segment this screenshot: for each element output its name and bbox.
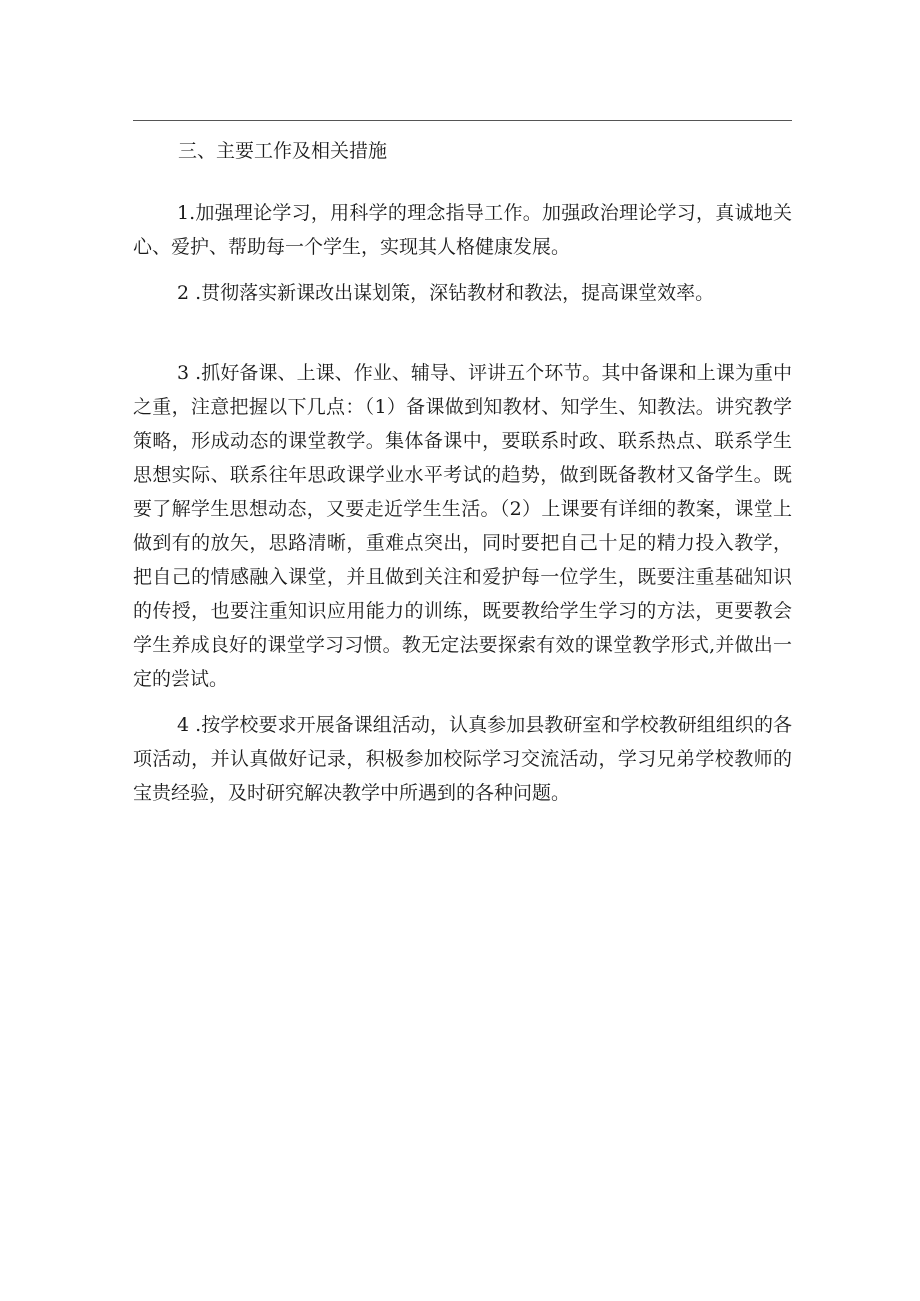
paragraph-2: 2 .贯彻落实新课改出谋划策，深钻教材和教法，提高课堂效率。: [177, 282, 715, 304]
paragraph-4: 4 .按学校要求开展备课组活动，认真参加县教研室和学校教研组组织的各项活动，并认真做好记录，积极参加校际学习交流活动，学习兄弟学校教师的宝贵经验，及时研究解决教学中所遇到的各种问题。: [133, 714, 792, 804]
header-rule: [133, 120, 792, 121]
document-body: [133, 136, 792, 810]
paragraph-3: 3 .抓好备课、上课、作业、辅导、评讲五个环节。其中备课和上课为重中之重，注意把握以下几点：（1）备课做到知教材、知学生、知教法。讲究教学策略，形成动态的课堂教学。集体备课中，要联系时政、联系热点、联系学生思想实际、联系往年思政课学业水平考试的趋势，做到既备教材又备学生。既要了解学生思想动态，又要走近学生生活。（2）上课要有详细的教案，课堂上做到有的放矢，思路清晰，重难点突出，同时要把自己十足的精力投入教学，把自己的情感融入课堂，并且做到关注和爱护每一位学生，既要注重基础知识的传授，也要注重知识应用能力的训练，既要教给学生学习的方法，更要教会学生养成良好的课堂学习习惯。教无定法要探索有效的课堂教学形式,并做出一定的尝试。: [133, 362, 792, 690]
paragraph-1: 1.加强理论学习，用科学的理念指导工作。加强政治理论学习，真诚地关心、爱护、帮助每一个学生，实现其人格健康发展。: [133, 202, 792, 258]
section-heading: 三、主要工作及相关措施: [178, 140, 388, 162]
